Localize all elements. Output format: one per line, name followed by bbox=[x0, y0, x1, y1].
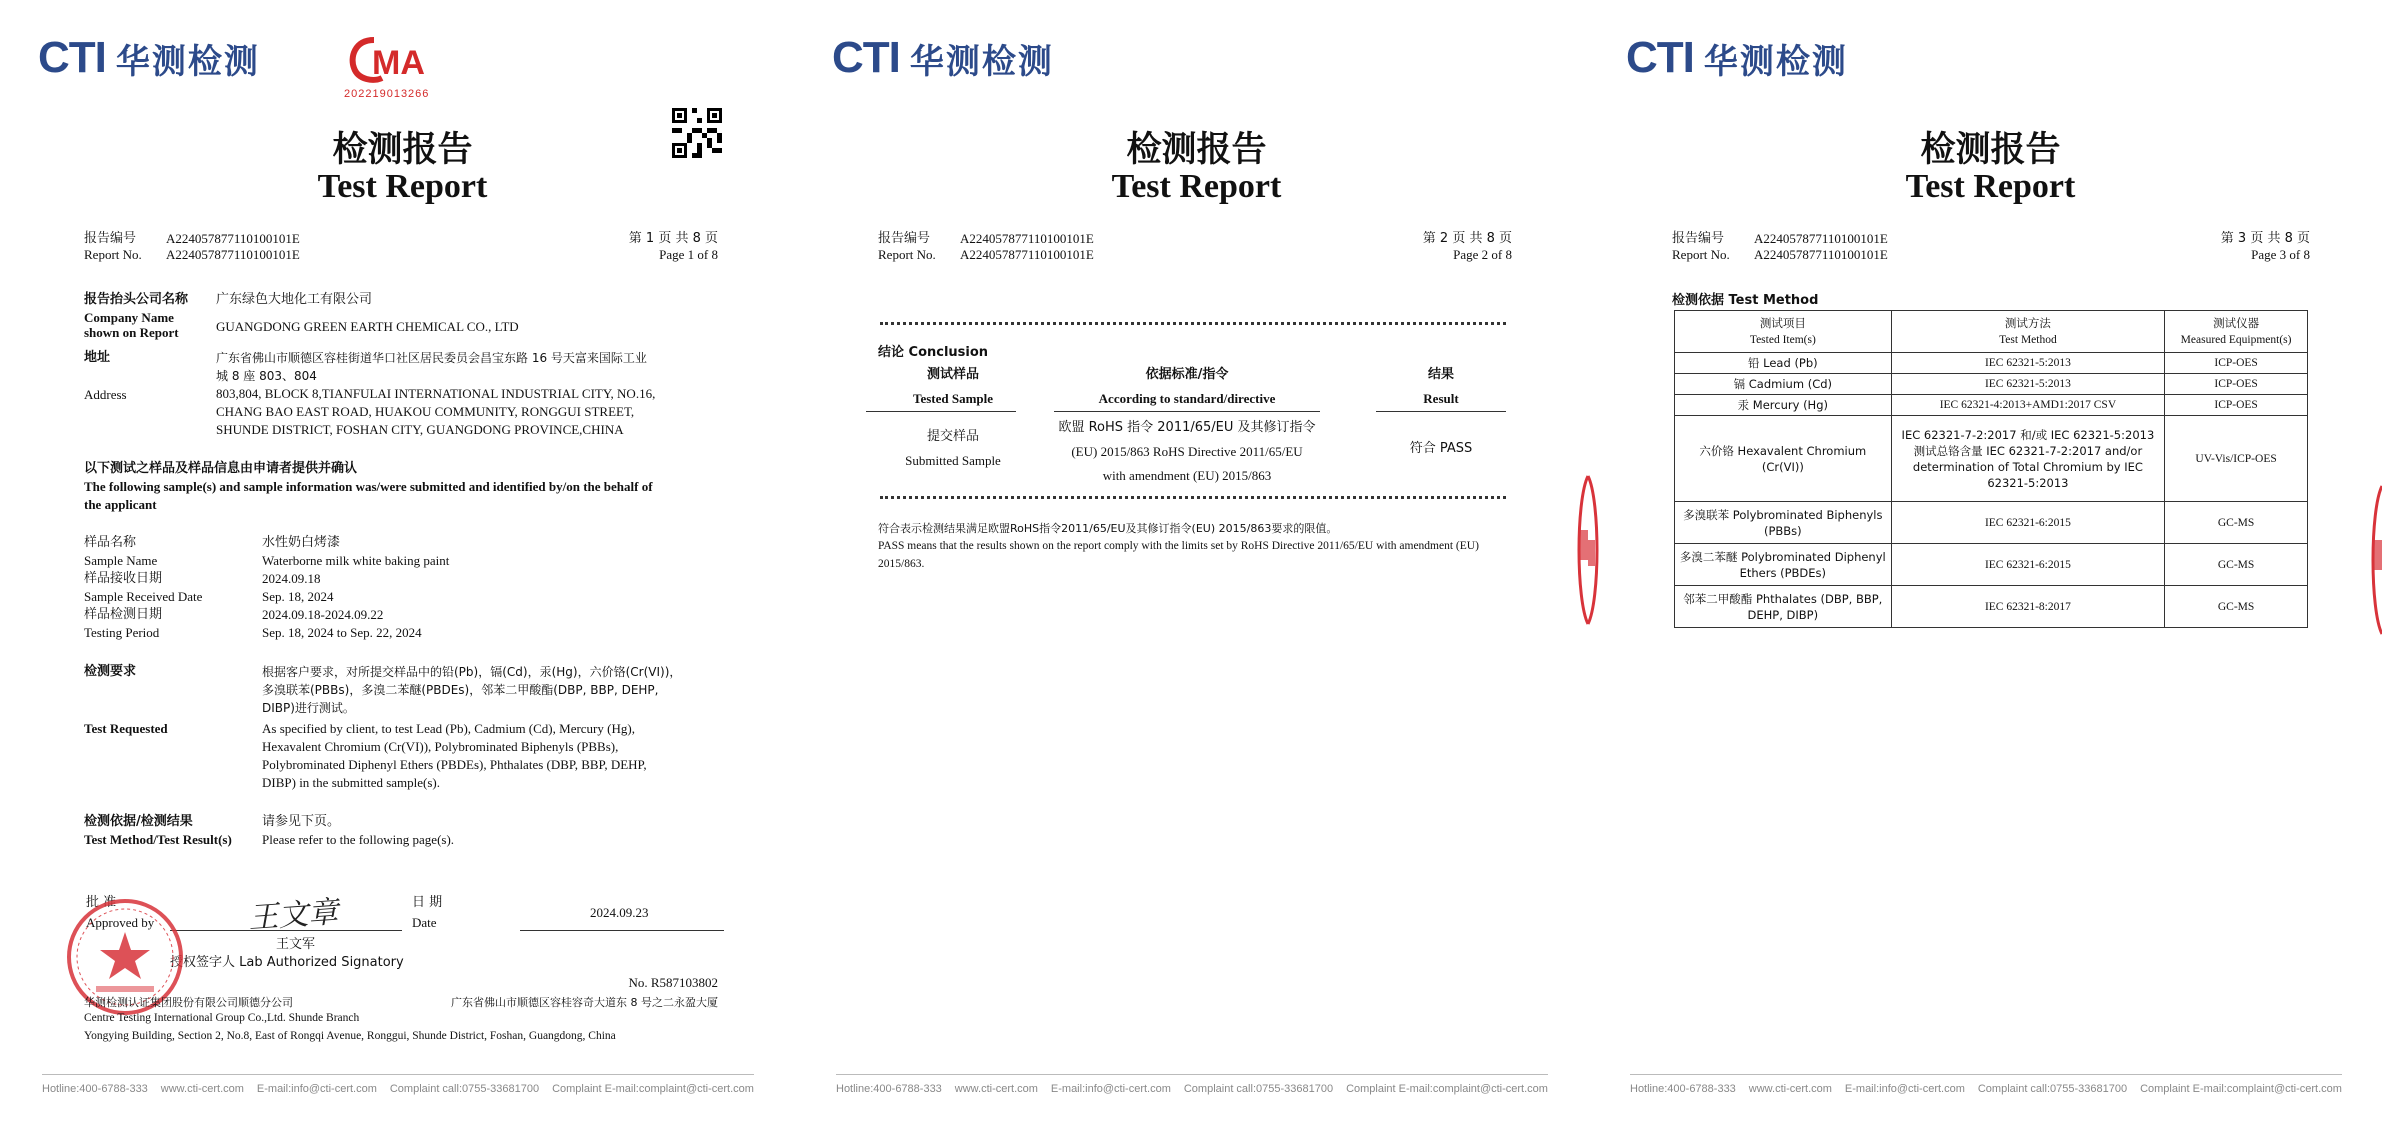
footer-hotline: Hotline:400-6788-333 bbox=[1630, 1083, 1736, 1095]
received-date-label-cn: 样品接收日期 bbox=[84, 571, 163, 586]
report-page-2 bbox=[794, 0, 1588, 1123]
method-value-cn: 请参见下页。 bbox=[262, 814, 341, 829]
footer-complaint-email[interactable]: Complaint E-mail:complaint@cti-cert.com bbox=[2140, 1083, 2342, 1095]
report-page-3 bbox=[1588, 0, 2382, 1123]
table-row bbox=[1675, 374, 2308, 395]
approved-label-en: Approved by bbox=[86, 915, 155, 930]
test-request-en-line3: Polybrominated Diphenyl Ethers (PBDEs), Phthalates (DBP, BBP, DEHP, bbox=[262, 757, 647, 772]
row-method: IEC 62321-6:2015 bbox=[1891, 544, 2165, 586]
footer-email[interactable]: E-mail:info@cti-cert.com bbox=[1050, 1083, 1171, 1095]
report-no-value: A2240578771101001​01E bbox=[166, 231, 300, 246]
lab-name-en: Centre Testing International Group Co.,Ltd. Shunde Branch bbox=[84, 1012, 360, 1024]
dotted-divider-top bbox=[880, 322, 1506, 325]
sample-note-cn: 以下测试之样品及样品信息由申请者提供并确认 bbox=[84, 461, 358, 476]
cma-logo-icon bbox=[344, 34, 444, 86]
row-equipment: ICP-OES bbox=[2165, 374, 2308, 395]
testing-period-value-2: Sep. 18, 2024 to Sep. 22, 2024 bbox=[262, 625, 422, 640]
report-no-label-en: Report No. bbox=[878, 247, 936, 262]
company-name-en: GUANGDONG GREEN EARTH CHEMICAL CO., LTD bbox=[216, 319, 519, 334]
test-request-cn-line3: DIBP)进行测试。 bbox=[262, 701, 355, 715]
report-no-label-cn: 报告编号 bbox=[878, 231, 931, 246]
cti-logo-text: CTI bbox=[1626, 33, 1694, 82]
cti-logo bbox=[38, 32, 260, 84]
table-row bbox=[1675, 416, 2308, 502]
col-standard-cn: 依据标准/指令 bbox=[1145, 367, 1229, 382]
test-request-cn-line2: 多溴联苯(PBBs)，多溴二苯醚(PBDEs)，邻苯二甲酸酯(DBP, BBP, DEHP, bbox=[262, 683, 659, 697]
address-label-en: Address bbox=[84, 387, 127, 402]
signature-line bbox=[170, 930, 402, 931]
sample-name-label-cn: 样品名称 bbox=[84, 535, 137, 550]
date-value: 2024.09.23 bbox=[590, 905, 649, 920]
result-pass: 符合 PASS bbox=[1409, 441, 1473, 456]
title-cn: 检测报告 bbox=[332, 130, 473, 170]
sample-name-value-en: Waterborne milk white baking paint bbox=[262, 553, 450, 568]
title-cn: 检测报告 bbox=[1126, 130, 1267, 170]
row-item: 多溴联苯 Polybrominated Biphenyls (PBBs) bbox=[1675, 502, 1892, 544]
cma-number: 202219013266 bbox=[344, 88, 430, 100]
row-item: 汞 Mercury (Hg) bbox=[1675, 395, 1892, 416]
pass-note-en-line2: 2015/863. bbox=[878, 558, 925, 570]
cti-logo-cn: 华测检测 bbox=[115, 41, 260, 82]
table-row bbox=[1675, 353, 2308, 374]
page-number-cn: 第 3 页 共 8 页 bbox=[2220, 231, 2310, 246]
test-request-en-line4: DIBP) in the submitted sample(s). bbox=[262, 775, 441, 790]
pass-note-en-line1: PASS means that the results shown on the report comply with the limits set by RoHS Directive 2011/65/EU with amendment (EU) bbox=[878, 540, 1479, 552]
page-number-en: Page 3 of 8 bbox=[2251, 247, 2310, 262]
testing-period-value-1: 2024.09.18-2024.09.22 bbox=[262, 607, 384, 622]
date-label-en: Date bbox=[412, 915, 437, 930]
received-date-value-1: 2024.09.18 bbox=[262, 571, 321, 586]
report-no-label-en: Report No. bbox=[1672, 247, 1730, 262]
row-method: IEC 62321-4:2013+AMD1:2017 CSV bbox=[1891, 395, 2165, 416]
footer-website[interactable]: www.cti-cert.com bbox=[954, 1083, 1038, 1095]
cti-logo bbox=[1626, 32, 1848, 84]
row-equipment: UV-Vis/ICP-OES bbox=[2165, 416, 2308, 502]
address-label-cn: 地址 bbox=[84, 350, 111, 365]
table-header-row bbox=[1675, 311, 2308, 353]
report-no-value: A2240578771101001​01E bbox=[960, 231, 1094, 246]
footer-email[interactable]: E-mail:info@cti-cert.com bbox=[256, 1083, 377, 1095]
sample-name-value-cn: 水性奶白烤漆 bbox=[262, 535, 341, 550]
footer-website[interactable]: www.cti-cert.com bbox=[160, 1083, 244, 1095]
col-underline-1 bbox=[866, 411, 1016, 412]
col-result-en: Result bbox=[1423, 391, 1459, 406]
cti-logo-text: CTI bbox=[832, 33, 900, 82]
address-en-line1: 803,804, BLOCK 8,TIANFULAI INTERNATIONAL INDUSTRIAL CITY, NO.16, bbox=[216, 386, 656, 401]
report-no-label-cn: 报告编号 bbox=[84, 231, 137, 246]
row-item: 镉 Cadmium (Cd) bbox=[1675, 374, 1892, 395]
address-en-line3: SHUNDE DISTRICT, FOSHAN CITY, GUANGDONG PROVINCE,CHINA bbox=[216, 422, 624, 437]
footer-complaint-email[interactable]: Complaint E-mail:complaint@cti-cert.com bbox=[1346, 1083, 1548, 1095]
method-label-en: Test Method/Test Result(s) bbox=[84, 832, 232, 847]
seal-edge-right-icon bbox=[2368, 480, 2382, 640]
test-method-section-title: 检测依据 Test Method bbox=[1672, 293, 1819, 308]
cti-logo-cn: 华测检测 bbox=[909, 41, 1054, 82]
page-footer bbox=[836, 1074, 1548, 1095]
col-tested-sample-cn: 测试样品 bbox=[926, 367, 979, 382]
testing-period-label-en: Testing Period bbox=[84, 625, 160, 640]
row-method: IEC 62321-6:2015 bbox=[1891, 502, 2165, 544]
company-label-cn: 报告抬头公司名称 bbox=[84, 292, 189, 307]
standard-line3: with amendment (EU) 2015/863 bbox=[1102, 468, 1272, 483]
cma-logo-text: MA bbox=[372, 44, 425, 82]
standard-line2: (EU) 2015/863 RoHS Directive 2011/65/EU bbox=[1071, 444, 1303, 459]
date-label-cn: 日 期 bbox=[412, 895, 443, 910]
cti-logo-text: CTI bbox=[38, 33, 106, 82]
dotted-divider-bottom bbox=[880, 496, 1506, 499]
page-footer bbox=[1630, 1074, 2342, 1095]
cma-mark bbox=[344, 34, 444, 90]
address-cn-line2: 城 8 座 803、804 bbox=[216, 369, 317, 383]
table-row bbox=[1675, 395, 2308, 416]
test-request-en-line2: Hexavalent Chromium (Cr(VI)), Polybrominated Biphenyls (PBBs), bbox=[262, 739, 619, 754]
report-page-1 bbox=[0, 0, 794, 1123]
signer-name: 王文军 bbox=[276, 937, 316, 952]
row-item: 邻苯二甲酸酯 Phthalates (DBP, BBP, DEHP, DIBP) bbox=[1675, 586, 1892, 628]
col-underline-2 bbox=[1054, 411, 1320, 412]
footer-complaint-email[interactable]: Complaint E-mail:complaint@cti-cert.com bbox=[552, 1083, 754, 1095]
footer-complaint-call: Complaint call:0755-33681700 bbox=[1183, 1083, 1334, 1095]
handwritten-signature: 王文章 bbox=[247, 894, 340, 937]
seal-edge-left-icon bbox=[1588, 470, 1602, 630]
row-item: 六价铬 Hexavalent Chromium (Cr(VI)) bbox=[1675, 416, 1892, 502]
table-row bbox=[1675, 502, 2308, 544]
title-en: Test Report bbox=[1905, 168, 2076, 205]
col-underline-3 bbox=[1376, 411, 1506, 412]
footer-complaint-call: Complaint call:0755-33681700 bbox=[1977, 1083, 2128, 1095]
page-number-cn: 第 1 页 共 8 页 bbox=[628, 231, 718, 246]
cti-logo-cn: 华测检测 bbox=[1703, 41, 1848, 82]
row-method: IEC 62321-5:2013 bbox=[1891, 353, 2165, 374]
footer-hotline: Hotline:400-6788-333 bbox=[42, 1083, 148, 1095]
sample-note-en-line1: The following sample(s) and sample information was/were submitted and identified by/on the behalf of bbox=[84, 479, 653, 494]
row-equipment: GC-MS bbox=[2165, 544, 2308, 586]
address-cn-line1: 广东省佛山市顺德区容桂街道华口社区居民委员会昌宝东路 16 号天富来国际工业 bbox=[216, 351, 647, 365]
page-number-en: Page 1 of 8 bbox=[659, 247, 718, 262]
title-en: Test Report bbox=[317, 168, 488, 205]
standard-line1: 欧盟 RoHS 指令 2011/65/EU 及其修订指令 bbox=[1058, 420, 1316, 435]
title-en: Test Report bbox=[1111, 168, 1282, 205]
lab-address-cn: 广东省佛山市顺德区容桂容奇大道东 8 号之二永盈大厦 bbox=[451, 996, 718, 1009]
seal-edge-icon bbox=[1572, 470, 1588, 630]
report-no-value-2: A2240578771101001​01E bbox=[960, 247, 1094, 262]
submitted-sample-en: Submitted Sample bbox=[905, 453, 1001, 468]
report-no-value: A2240578771101001​01E bbox=[1754, 231, 1888, 246]
col-tested-sample-en: Tested Sample bbox=[912, 391, 994, 406]
row-method: IEC 62321-5:2013 bbox=[1891, 374, 2165, 395]
row-equipment: GC-MS bbox=[2165, 502, 2308, 544]
row-method: IEC 62321-7-2:2017 和/或 IEC 62321-5:2013 测试总铬含量 IEC 62321-7-2:2017 and/or determination of Total Chromium by IEC 62321-5:2013 bbox=[1891, 416, 2165, 502]
footer-website[interactable]: www.cti-cert.com bbox=[1748, 1083, 1832, 1095]
footer-hotline: Hotline:400-6788-333 bbox=[836, 1083, 942, 1095]
test-request-label-cn: 检测要求 bbox=[84, 664, 137, 679]
document-number: No. R587103802 bbox=[628, 975, 718, 990]
company-name-cn: 广东绿色大地化工有限公司 bbox=[216, 292, 373, 307]
header-tested-items: 测试项目 Tested Item(s) bbox=[1675, 311, 1892, 353]
signer-title: 授权签字人 Lab Authorized Signatory bbox=[170, 955, 404, 970]
company-label-en: Company Name shown on Report bbox=[84, 310, 179, 340]
report-no-value-2: A2240578771101001​01E bbox=[166, 247, 300, 262]
received-date-label-en: Sample Received Date bbox=[84, 589, 203, 604]
title-cn: 检测报告 bbox=[1920, 130, 2061, 170]
sample-note-en-line2: the applicant bbox=[84, 497, 157, 512]
method-label-cn: 检测依据/检测结果 bbox=[84, 814, 193, 829]
footer-complaint-call: Complaint call:0755-33681700 bbox=[389, 1083, 540, 1095]
test-request-en-line1: As specified by client, to test Lead (Pb), Cadmium (Cd), Mercury (Hg), bbox=[262, 721, 635, 736]
testing-period-label-cn: 样品检测日期 bbox=[84, 607, 163, 622]
test-request-label-en: Test Requested bbox=[84, 721, 168, 736]
page-number-cn: 第 2 页 共 8 页 bbox=[1422, 231, 1512, 246]
page-number-en: Page 2 of 8 bbox=[1453, 247, 1512, 262]
conclusion-label: 结论 Conclusion bbox=[878, 345, 989, 360]
row-item: 铅 Lead (Pb) bbox=[1675, 353, 1892, 374]
test-request-cn-line1: 根据客户要求，对所提交样品中的铅(Pb)，镉(Cd)，汞(Hg)，六价铬(Cr(VI))， bbox=[262, 665, 682, 679]
footer-email[interactable]: E-mail:info@cti-cert.com bbox=[1844, 1083, 1965, 1095]
table-row bbox=[1675, 586, 2308, 628]
approved-label-cn: 批 准 bbox=[86, 895, 117, 910]
col-standard-en: According to standard/directive bbox=[1098, 391, 1276, 406]
row-method: IEC 62321-8:2017 bbox=[1891, 586, 2165, 628]
cti-logo bbox=[832, 32, 1054, 84]
sample-name-label-en: Sample Name bbox=[84, 553, 158, 568]
page-footer bbox=[42, 1074, 754, 1095]
method-value-en: Please refer to the following page(s). bbox=[262, 832, 455, 847]
date-line bbox=[520, 930, 724, 931]
row-equipment: ICP-OES bbox=[2165, 353, 2308, 374]
report-no-value-2: A2240578771101001​01E bbox=[1754, 247, 1888, 262]
submitted-sample-cn: 提交样品 bbox=[926, 429, 979, 444]
received-date-value-2: Sep. 18, 2024 bbox=[262, 589, 334, 604]
lab-name-cn: 华测检测认证集团股份有限公司顺德分公司 bbox=[84, 996, 293, 1009]
lab-address-en: Yongying Building, Section 2, No.8, East of Rongqi Avenue, Ronggui, Shunde District, Foshan, Guangdong, China bbox=[84, 1030, 616, 1042]
address-en-line2: CHANG BAO EAST ROAD, HUAKOU COMMUNITY, RONGGUI STREET, bbox=[216, 404, 635, 419]
row-equipment: GC-MS bbox=[2165, 586, 2308, 628]
pass-note-cn: 符合表示检测结果满足欧盟RoHS指令2011/65/EU及其修订指令(EU) 2015/863要求的限值。 bbox=[878, 522, 1338, 535]
report-no-label-cn: 报告编号 bbox=[1672, 231, 1725, 246]
header-test-method: 测试方法 Test Method bbox=[1891, 311, 2165, 353]
row-equipment: ICP-OES bbox=[2165, 395, 2308, 416]
row-item: 多溴二苯醚 Polybrominated Diphenyl Ethers (PBDEs) bbox=[1675, 544, 1892, 586]
col-result-cn: 结果 bbox=[1427, 367, 1454, 382]
report-no-label-en: Report No. bbox=[84, 247, 142, 262]
header-equipment: 测试仪器 Measured Equipment(s) bbox=[2165, 311, 2308, 353]
table-row bbox=[1675, 544, 2308, 586]
test-method-table bbox=[1674, 310, 2308, 628]
